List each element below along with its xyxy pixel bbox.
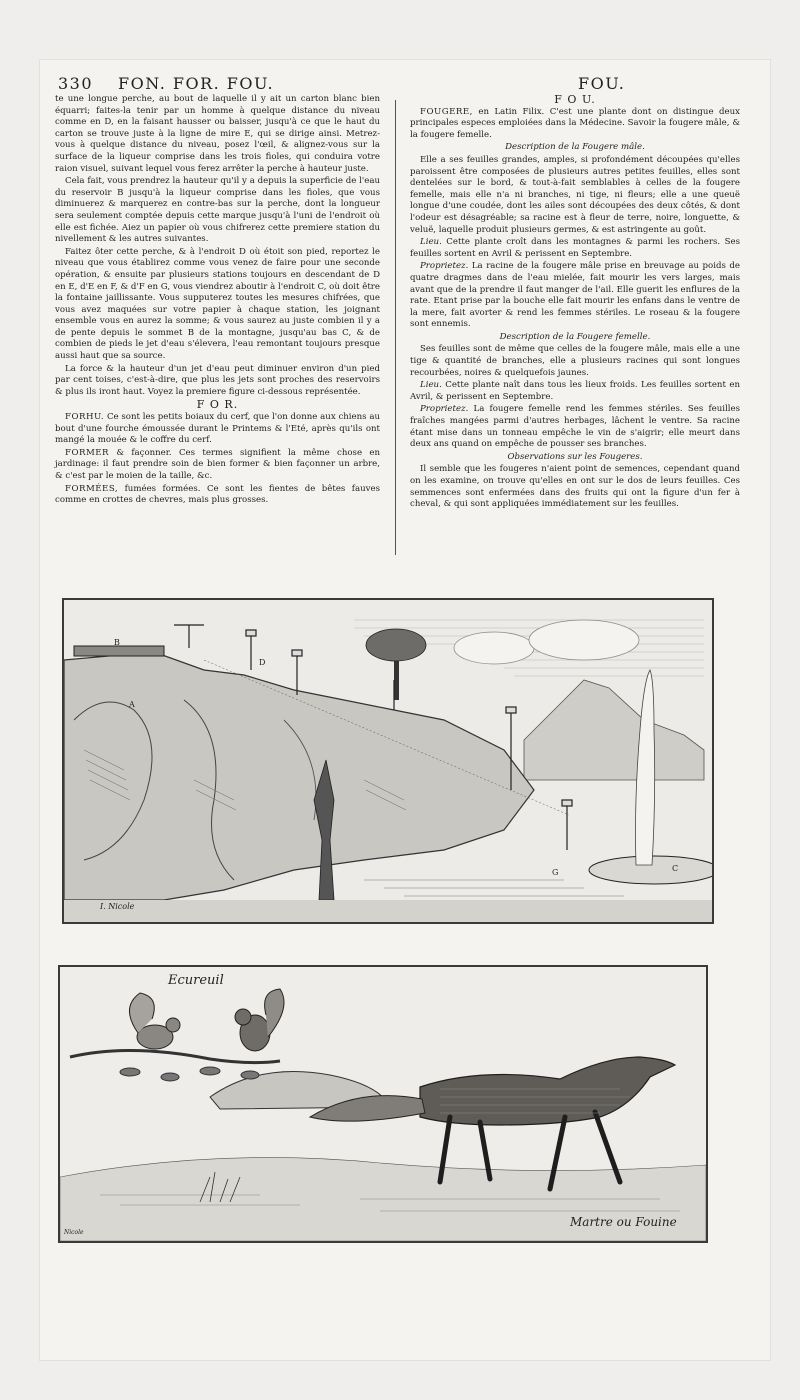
entry-text: fumées formées. Ce sont les fientes de bêtes fauves comme en crottes de chevres, mais plus grosses. <box>55 483 380 506</box>
engraving-squirrel-marten <box>58 965 708 1243</box>
engraver-signature: I. Nicole <box>100 902 135 911</box>
entry-lieu <box>410 380 740 403</box>
paragraph: te une longue perche, au bout de laquelle il y ait un carton blanc bien équarri; faites-la tenir par un homme à quelque distance du niveau comme en D, en la faisant hausser ou baisser, jusqu'à ce que le haut du carton se trouve juste à la ligne de mire E, qui se dirige ainsi. Metrez-vous à quelque distance du niveau, posez l'œil, & alignez-vous sur la surface de la liqueur comprise dans les trois fioles, qui conduira votre raion visuel, suivant lequel vous ferez arrêter la perche à hauteur juste. <box>55 94 380 174</box>
entry-term: Proprietez. <box>420 404 469 415</box>
page-number: 330 <box>58 74 94 93</box>
label-a: A <box>129 700 135 709</box>
entry-term: FORMER <box>65 447 110 458</box>
label-g: G <box>552 868 559 877</box>
entry-proprietez <box>410 404 740 450</box>
landscape-illustration <box>64 600 712 922</box>
section-heading-fou: F O U. <box>554 93 596 106</box>
right-running-title: FOU. <box>578 74 626 93</box>
paragraph: Ses feuilles sont de même que celles de la fougere mâle, mais elle a une tige & quantité de branches, elle a plusieurs racines qui sont longues recourbées, noires & quelquefois jaunes. <box>410 344 740 378</box>
entry-text: La fougere femelle rend les femmes stériles. Ses feuilles fraîches mangées parmi d'autres herbages, lâchent le ventre. Sa racine étant mise dans un tonneau empêche le vin de s'aigrir; elle meurt dans deux ans quand on empêche de pousser ses branches. <box>410 404 740 450</box>
left-column <box>55 94 380 508</box>
entry-term: FORHU. <box>65 412 105 423</box>
paragraph: Faitez ôter cette perche, & à l'endroit D où étoit son pied, reportez le niveau que vous établirez comme vous venez de faire pour une seconde opération, & ensuite par plusieurs stations toujours en descendant de D en E, d'E en F, & d'F en G, vous viendrez aboutir à l'endroit C, où doit être la fontaine jaillissante. Vous supputerez toutes les mesures chifrées, que vous avez maquées sur votre papier à chaque station, les joignant ensemble vous en aurez la somme; & vous saurez au juste combien il y a de pente depuis le sommet B de la montagne, jusqu'au bas C, & de combien de pieds le jet d'eau s'élevera, l'eau remontant toujours presque aussi haut que sa source. <box>55 246 380 362</box>
entry-text: Cette plante naît dans tous les lieux froids. Les feuilles sortent en Avril, & perissent en Septembre. <box>410 380 740 402</box>
right-column <box>410 94 740 512</box>
entry-term: FOUGERE, <box>420 106 473 117</box>
paragraph: La force & la hauteur d'un jet d'eau peut diminuer environ d'un pied par cent toises, c'est-à-dire, que plus les jets sont proches des reservoirs & plus ils iront haut. Voyez la premiere figure ci-dessous représentée. <box>55 363 380 397</box>
animals-illustration <box>60 967 706 1241</box>
subheading-female: Description de la Fougere femelle. <box>499 331 651 342</box>
caption-martre-ou-fouine: Martre ou Fouine <box>570 1215 677 1229</box>
entry-fougere <box>410 107 740 142</box>
entry-text: & façonner. Ces termes signifient la même chose en jardinage: il faut prendre soin de bien former & bien façonner un arbre, & c'est par le moien de la taille, &c. <box>55 447 380 481</box>
column-divider <box>395 100 396 555</box>
entry-text: Cette plante croît dans les montagnes & parmi les rochers. Ses feuilles sortent en Avril & perissent en Septembre. <box>410 237 740 259</box>
engraving-fountain-levelling <box>62 598 714 924</box>
entry-proprietez <box>410 261 740 331</box>
entry-forhu <box>55 412 380 447</box>
caption-ecureuil: Ecureuil <box>168 973 224 988</box>
entry-lieu <box>410 237 740 260</box>
entry-term: Proprietez. <box>420 261 469 272</box>
entry-term: Lieu. <box>420 380 442 391</box>
section-heading-for: F O R. <box>196 398 239 412</box>
entry-text: Ce sont les petits boiaux du cerf, que l'on donne aux chiens au bout d'une fourche émoussée durant le Printems & l'Eté, après qu'ils ont mangé la mouée & le coffre du cerf. <box>55 412 380 446</box>
label-b: B <box>114 638 120 647</box>
entry-formees <box>55 484 380 507</box>
label-c: C <box>672 864 679 873</box>
entry-text: en Latin Filix. C'est une plante dont on distingue deux principales especes emploiées dans la Médecine. Savoir la fougere mâle, & la fougere femelle. <box>410 106 740 140</box>
entry-former <box>55 448 380 483</box>
running-head <box>58 74 748 96</box>
paragraph: Cela fait, vous prendrez la hauteur qu'il y a depuis la superficie de l'eau du reservoir B jusqu'à la liqueur comprise dans les fioles, que vous diminuerez & marquerez en contre-bas sur la perche, dont la longueur sera seulement comptée depuis cette marque jusqu'à l'uni de l'endroit où elle est fichée. Aiez un papier où vous chifrerez cette premiere station du nivellement & les autres suivantes. <box>55 176 380 245</box>
engraver-signature: Nicole <box>64 1229 84 1236</box>
paragraph: Elle a ses feuilles grandes, amples, si profondément découpées qu'elles paroissent être composées de plusieurs autres petites feuilles, elles sont dentelées sur le bord, & tout-à-fait semblables à celles de la fougere femelle, mais elle n'a ni branches, ni tige, ni fleurs; elle a une queuë longue d'une coudée, dont les ailes sont découpées des deux côtés, & dont l'odeur est désagréable; sa racine est à fleur de terre, noire, longuette, & veluë, laquelle produit plusieurs germes, & est astringente au goût. <box>410 154 740 235</box>
entry-text: La racine de la fougere mâle prise en breuvage au poids de quatre dragmes dans de l'eau mielée, fait mourir les vers larges, mais avant que de la prendre il faut manger de l'ail. Elle guerit les enflures de la rate. Etant prise par la bouche elle fait mourir les enfans dans le ventre de la mere, fait avorter & rend les femmes stériles. Le roseau & la fougere sont ennemis. <box>410 261 740 330</box>
subheading-observations: Observations sur les Fougeres. <box>507 451 643 462</box>
entry-term: FORMÉES, <box>65 483 119 494</box>
label-d: D <box>259 658 266 667</box>
left-running-title: FON. FOR. FOU. <box>118 74 275 93</box>
entry-term: Lieu. <box>420 237 442 248</box>
subheading-male: Description de la Fougere mâle. <box>505 142 645 153</box>
paragraph: Il semble que les fougeres n'aient point de semences, cependant quand on les examine, on trouve qu'elles en ont sur le dos de leurs feuilles. Ces semmences sont enfermées dans des fruits qui ont la figure d'un fer à cheval, & qui sont appliquées immédiatement sur les feuilles. <box>410 464 740 510</box>
